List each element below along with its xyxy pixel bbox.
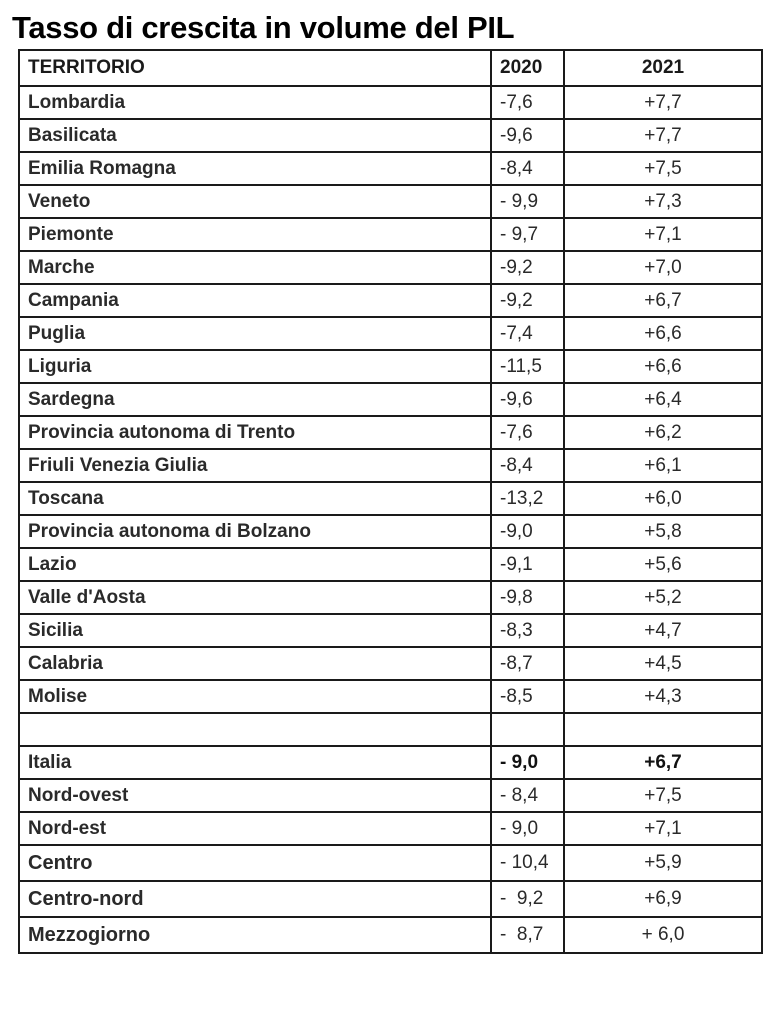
- table-row: [19, 119, 762, 152]
- value-2020: -9,2: [491, 251, 564, 284]
- value-2021: +6,9: [564, 881, 762, 917]
- page-title: Tasso di crescita in volume del PIL: [12, 10, 515, 45]
- header-2021: 2021: [564, 50, 762, 86]
- region-name: Sicilia: [19, 614, 491, 647]
- empty-cell: [491, 713, 564, 746]
- table-row: [19, 251, 762, 284]
- value-2021: +6,6: [564, 317, 762, 350]
- value-2020: - 8,7: [491, 917, 564, 953]
- aggregate-name: Centro-nord: [19, 881, 491, 917]
- table-row: [19, 152, 762, 185]
- value-2021: +4,3: [564, 680, 762, 713]
- value-2021: +4,5: [564, 647, 762, 680]
- aggregate-name: Nord-est: [19, 812, 491, 845]
- value-2020: - 9,2: [491, 881, 564, 917]
- region-name: Calabria: [19, 647, 491, 680]
- value-2021: +6,7: [564, 284, 762, 317]
- region-name: Provincia autonoma di Bolzano: [19, 515, 491, 548]
- value-2020: -9,0: [491, 515, 564, 548]
- gdp-growth-table: [18, 49, 763, 954]
- region-name: Molise: [19, 680, 491, 713]
- empty-cell: [564, 713, 762, 746]
- table-row: [19, 416, 762, 449]
- empty-cell: [19, 713, 491, 746]
- value-2021: +6,2: [564, 416, 762, 449]
- table-row: [19, 548, 762, 581]
- region-name: Liguria: [19, 350, 491, 383]
- value-2021: +6,6: [564, 350, 762, 383]
- value-2020: -7,4: [491, 317, 564, 350]
- region-name: Veneto: [19, 185, 491, 218]
- region-name: Puglia: [19, 317, 491, 350]
- value-2020: -8,4: [491, 449, 564, 482]
- value-2020: -9,1: [491, 548, 564, 581]
- table-row: [19, 482, 762, 515]
- region-name: Valle d'Aosta: [19, 581, 491, 614]
- aggregate-name: Italia: [19, 746, 491, 779]
- value-2020: -8,7: [491, 647, 564, 680]
- table-row: [19, 812, 762, 845]
- table-header-row: [19, 50, 762, 86]
- value-2020: -9,6: [491, 119, 564, 152]
- value-2021: +6,4: [564, 383, 762, 416]
- value-2021: +6,1: [564, 449, 762, 482]
- value-2021: +5,6: [564, 548, 762, 581]
- table-row: [19, 317, 762, 350]
- value-2020: -9,8: [491, 581, 564, 614]
- value-2020: -11,5: [491, 350, 564, 383]
- value-2021: +7,7: [564, 86, 762, 119]
- aggregate-name: Mezzogiorno: [19, 917, 491, 953]
- value-2020: - 8,4: [491, 779, 564, 812]
- table-row: [19, 881, 762, 917]
- value-2021: +4,7: [564, 614, 762, 647]
- header-territorio: TERRITORIO: [19, 50, 491, 86]
- value-2021: +5,8: [564, 515, 762, 548]
- table-row: [19, 515, 762, 548]
- value-2021: +7,7: [564, 119, 762, 152]
- table-row: [19, 449, 762, 482]
- region-name: Piemonte: [19, 218, 491, 251]
- header-2020: 2020: [491, 50, 564, 86]
- value-2020: - 9,0: [491, 812, 564, 845]
- value-2020: - 10,4: [491, 845, 564, 881]
- table-row: [19, 647, 762, 680]
- value-2021: +7,5: [564, 779, 762, 812]
- region-name: Lombardia: [19, 86, 491, 119]
- value-2020: - 9,7: [491, 218, 564, 251]
- empty-separator-row: [19, 713, 762, 746]
- region-name: Sardegna: [19, 383, 491, 416]
- table-row: [19, 350, 762, 383]
- value-2020: -7,6: [491, 86, 564, 119]
- table-row: [19, 185, 762, 218]
- region-name: Provincia autonoma di Trento: [19, 416, 491, 449]
- table-row: [19, 917, 762, 953]
- table-row-italia: [19, 746, 762, 779]
- value-2021: +7,5: [564, 152, 762, 185]
- region-name: Campania: [19, 284, 491, 317]
- value-2021: +7,3: [564, 185, 762, 218]
- aggregate-name: Centro: [19, 845, 491, 881]
- value-2021: + 6,0: [564, 917, 762, 953]
- value-2020: -9,6: [491, 383, 564, 416]
- table-row: [19, 86, 762, 119]
- region-name: Basilicata: [19, 119, 491, 152]
- value-2020: - 9,9: [491, 185, 564, 218]
- value-2021: +7,0: [564, 251, 762, 284]
- table-row: [19, 779, 762, 812]
- value-2020: -9,2: [491, 284, 564, 317]
- value-2020: - 9,0: [491, 746, 564, 779]
- table-row: [19, 845, 762, 881]
- region-name: Emilia Romagna: [19, 152, 491, 185]
- region-name: Lazio: [19, 548, 491, 581]
- region-name: Toscana: [19, 482, 491, 515]
- aggregate-name: Nord-ovest: [19, 779, 491, 812]
- region-name: Friuli Venezia Giulia: [19, 449, 491, 482]
- table-row: [19, 614, 762, 647]
- value-2021: +7,1: [564, 812, 762, 845]
- value-2020: -8,4: [491, 152, 564, 185]
- value-2021: +6,7: [564, 746, 762, 779]
- value-2021: +5,2: [564, 581, 762, 614]
- value-2021: +5,9: [564, 845, 762, 881]
- value-2020: -8,5: [491, 680, 564, 713]
- value-2020: -8,3: [491, 614, 564, 647]
- value-2020: -13,2: [491, 482, 564, 515]
- table-row: [19, 581, 762, 614]
- table-row: [19, 284, 762, 317]
- value-2021: +6,0: [564, 482, 762, 515]
- table-row: [19, 218, 762, 251]
- region-name: Marche: [19, 251, 491, 284]
- value-2021: +7,1: [564, 218, 762, 251]
- table-row: [19, 383, 762, 416]
- table-row: [19, 680, 762, 713]
- value-2020: -7,6: [491, 416, 564, 449]
